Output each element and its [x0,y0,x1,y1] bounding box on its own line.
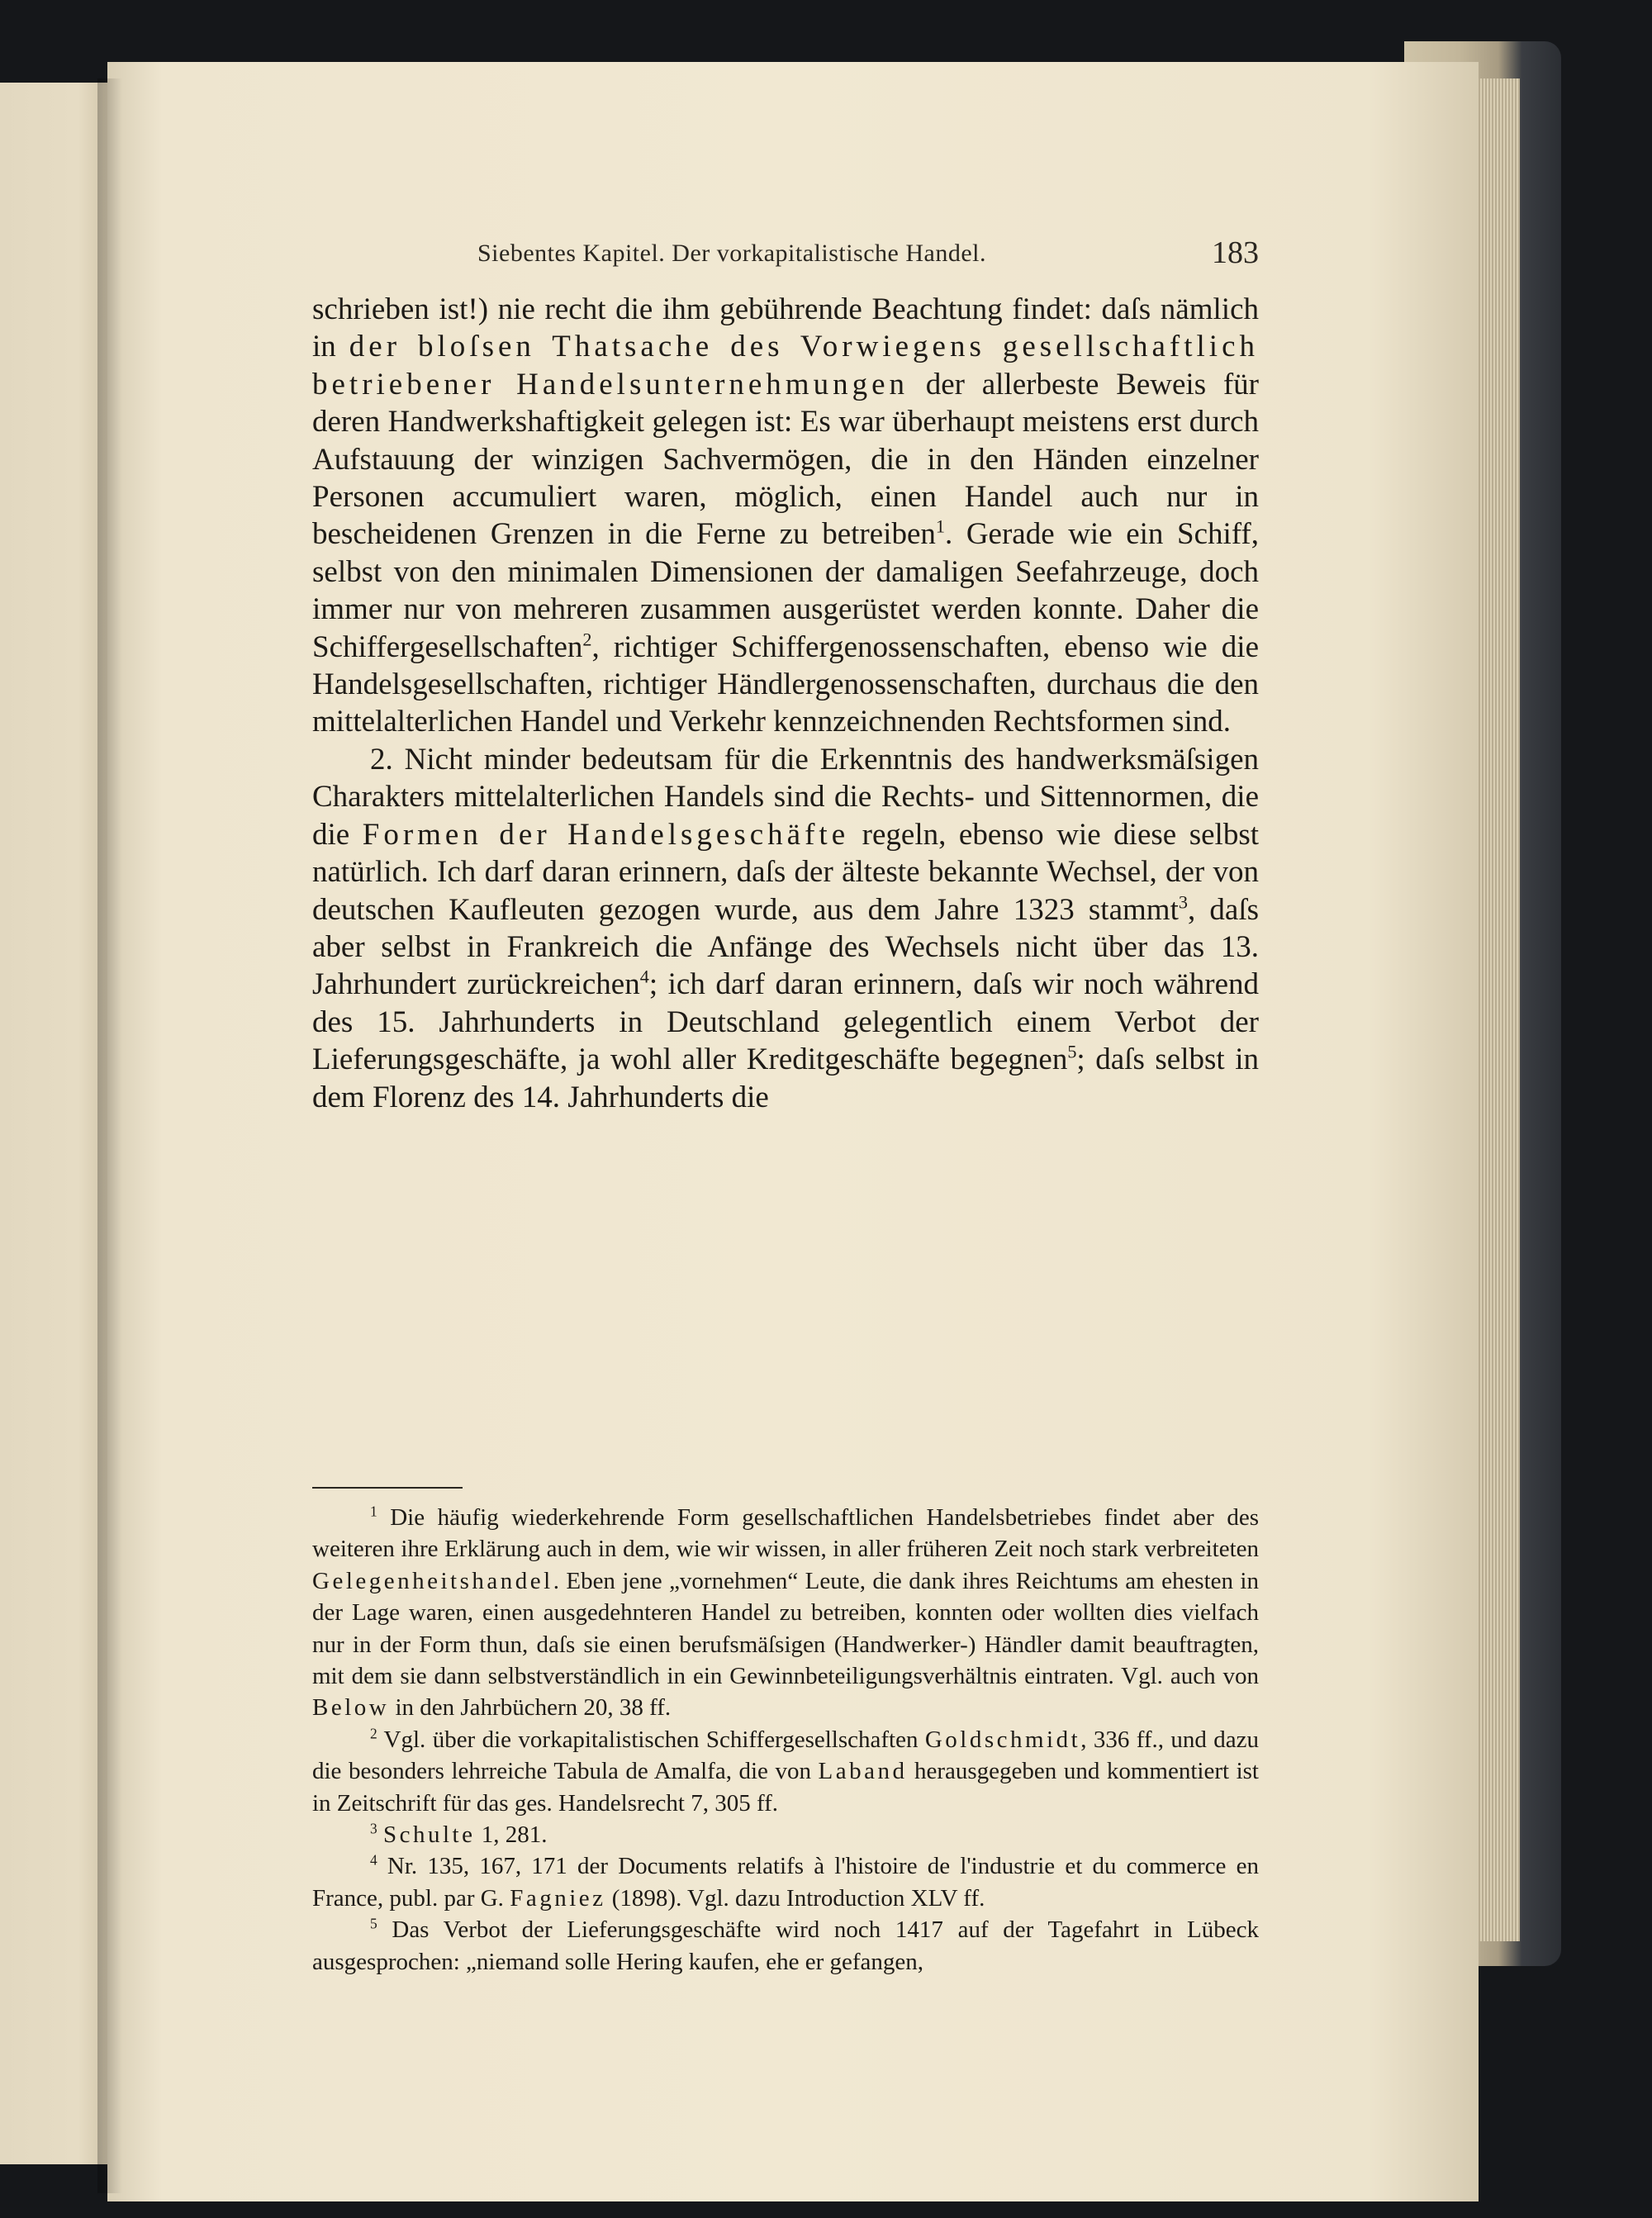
text-run: . Eben jene „vornehmen“ Leute, die dank ihres Reichtums am ehesten in der Lage waren, einen ausgedehnteren Handel zu betreiben, konnten oder wollten dies vielfach nur in der Form thun, daſs sie einen berufsmäſsigen (Handwerker-) Händler damit beauftragten, mit dem sie dann selbstverständlich in ein Gewinnbeteiligungsverhältnis eintraten. Vgl. auch von [312,1567,1259,1690]
text-run: 1, 281. [475,1821,548,1849]
footnotes [312,1502,1259,1978]
left-page-edge [0,83,112,2164]
footnote-4 [312,1850,1259,1914]
spaced-emphasis: Formen der Handelsgeschäfte [362,817,850,852]
text-run: , daſs aber selbst in Frankreich die Anfänge des Wechsels nicht über das 13. Jahrhundert zurückreichen [312,892,1259,1002]
footnote-mark: 1 [370,1503,377,1520]
footnote-ref: 1 [935,516,945,538]
text-run: Das Verbot der Lieferungsgeschäfte wird noch 1417 auf der Tagefahrt in Lübeck ausgesprochen: „niemand solle Hering kaufen, ehe er gefangen, [312,1916,1259,1975]
text-run: herausgegeben und kommentiert ist in Zeitschrift für das ges. Handelsrecht 7, 305 ff. [312,1758,1259,1817]
text-run: 2. Nicht minder bedeutsam für die Erkenntnis des handwerksmäſsigen Charakters mittelalterlichen Handels sind die Rechts- und Sittennormen, die die [312,742,1259,852]
spaced-emphasis: Fagniez [510,1884,606,1912]
page-header [312,230,1259,279]
footnote-3 [312,1819,1259,1850]
spaced-emphasis: Laband [818,1758,908,1785]
gutter-shadow [97,78,122,2193]
footnote-ref: 4 [639,966,649,987]
footnote-ref: 2 [582,629,592,650]
text-run: schrieben ist!) nie recht die ihm gebührende Beachtung findet: daſs nämlich in [312,292,1259,364]
running-head: Siebentes Kapitel. Der vorkapitalistische Handel. [477,240,986,267]
footnote-divider [312,1487,463,1489]
text-run: Nr. 135, 167, 171 der Documents relatifs à l'histoire de l'industrie et du commerce en France, publ. par G. [312,1853,1259,1912]
text-run [377,1821,383,1848]
text-run: der allerbeste Beweis für deren Handwerkshaftigkeit gelegen ist: Es war überhaupt meistens erst durch Aufstauung der winzigen Sachvermögen, die in den Händen einzelner Personen accumuliert waren, möglich, einen Handel auch nur in bescheidenen Grenzen in die Ferne zu betreiben [312,367,1259,552]
footnote-ref: 5 [1067,1041,1077,1062]
footnote-5 [312,1914,1259,1978]
footnote-mark: 4 [370,1851,377,1869]
text-run: ; daſs selbst in dem Florenz des 14. Jahrhunderts die [312,1043,1259,1114]
text-run: ; ich darf daran erinnern, daſs wir noch während des 15. Jahrhunderts in Deutschland gelegentlich einem Verbot der Lieferungsgeschäfte, ja wohl aller Kreditgeschäfte begegnen [312,967,1259,1077]
footnote-mark: 5 [370,1915,377,1932]
footnote-mark: 3 [370,1820,377,1837]
footnote-ref: 3 [1178,891,1188,913]
spaced-emphasis: Schulte [382,1821,476,1849]
footnote-mark: 2 [370,1725,377,1742]
text-run: . Gerade wie ein Schiff, selbst von den minimalen Dimensionen der damaligen Seefahrzeuge, doch immer nur von mehreren zusammen ausgerüstet werden konnte. Daher die Schiffergesellschaften [312,517,1259,664]
text-run: , richtiger Schiffergenossenschaften, ebenso wie die Handelsgesellschaften, richtiger Händlergenossenschaften, durchaus die den mittelalterlichen Handel und Verkehr kennzeichnenden Rechtsformen sind. [312,629,1259,739]
text-run: Vgl. über die vorkapitalistischen Schiffergesellschaften [377,1726,925,1753]
spaced-emphasis: Below [312,1694,390,1722]
footnote-1 [312,1502,1259,1724]
paragraph-2 [312,741,1259,1116]
paragraph-1 [312,291,1259,741]
text-run: Die häufig wiederkehrende Form gesellschaftlichen Handelsbetriebes findet aber des weiteren ihre Erklärung auch in dem, wie wir wissen, in aller früheren Zeit noch stark verbreiteten [312,1504,1259,1563]
spaced-emphasis: Gelegenheitshandel [312,1567,553,1594]
spaced-emphasis: der bloſsen Thatsache des Vorwiegens gesellschaftlich betriebener Handelsunternehmungen [312,330,1259,401]
text-run: , 336 ff., und dazu die besonders lehrreiche Tabula de Amalfa, die von [312,1726,1259,1785]
page-number: 183 [1212,235,1259,270]
spaced-emphasis: Goldschmidt [924,1726,1081,1753]
footnote-2 [312,1724,1259,1819]
text-run: regeln, ebenso wie diese selbst natürlich. Ich darf daran erinnern, daſs der älteste bekannte Wechsel, der von deutschen Kaufleuten gezogen wurde, aus dem Jahre 1323 stammt [312,817,1260,927]
main-text [312,291,1259,1116]
text-run: (1898). Vgl. dazu Introduction XLV ff. [605,1884,985,1912]
text-run: in den Jahrbüchern 20, 38 ff. [389,1694,672,1722]
